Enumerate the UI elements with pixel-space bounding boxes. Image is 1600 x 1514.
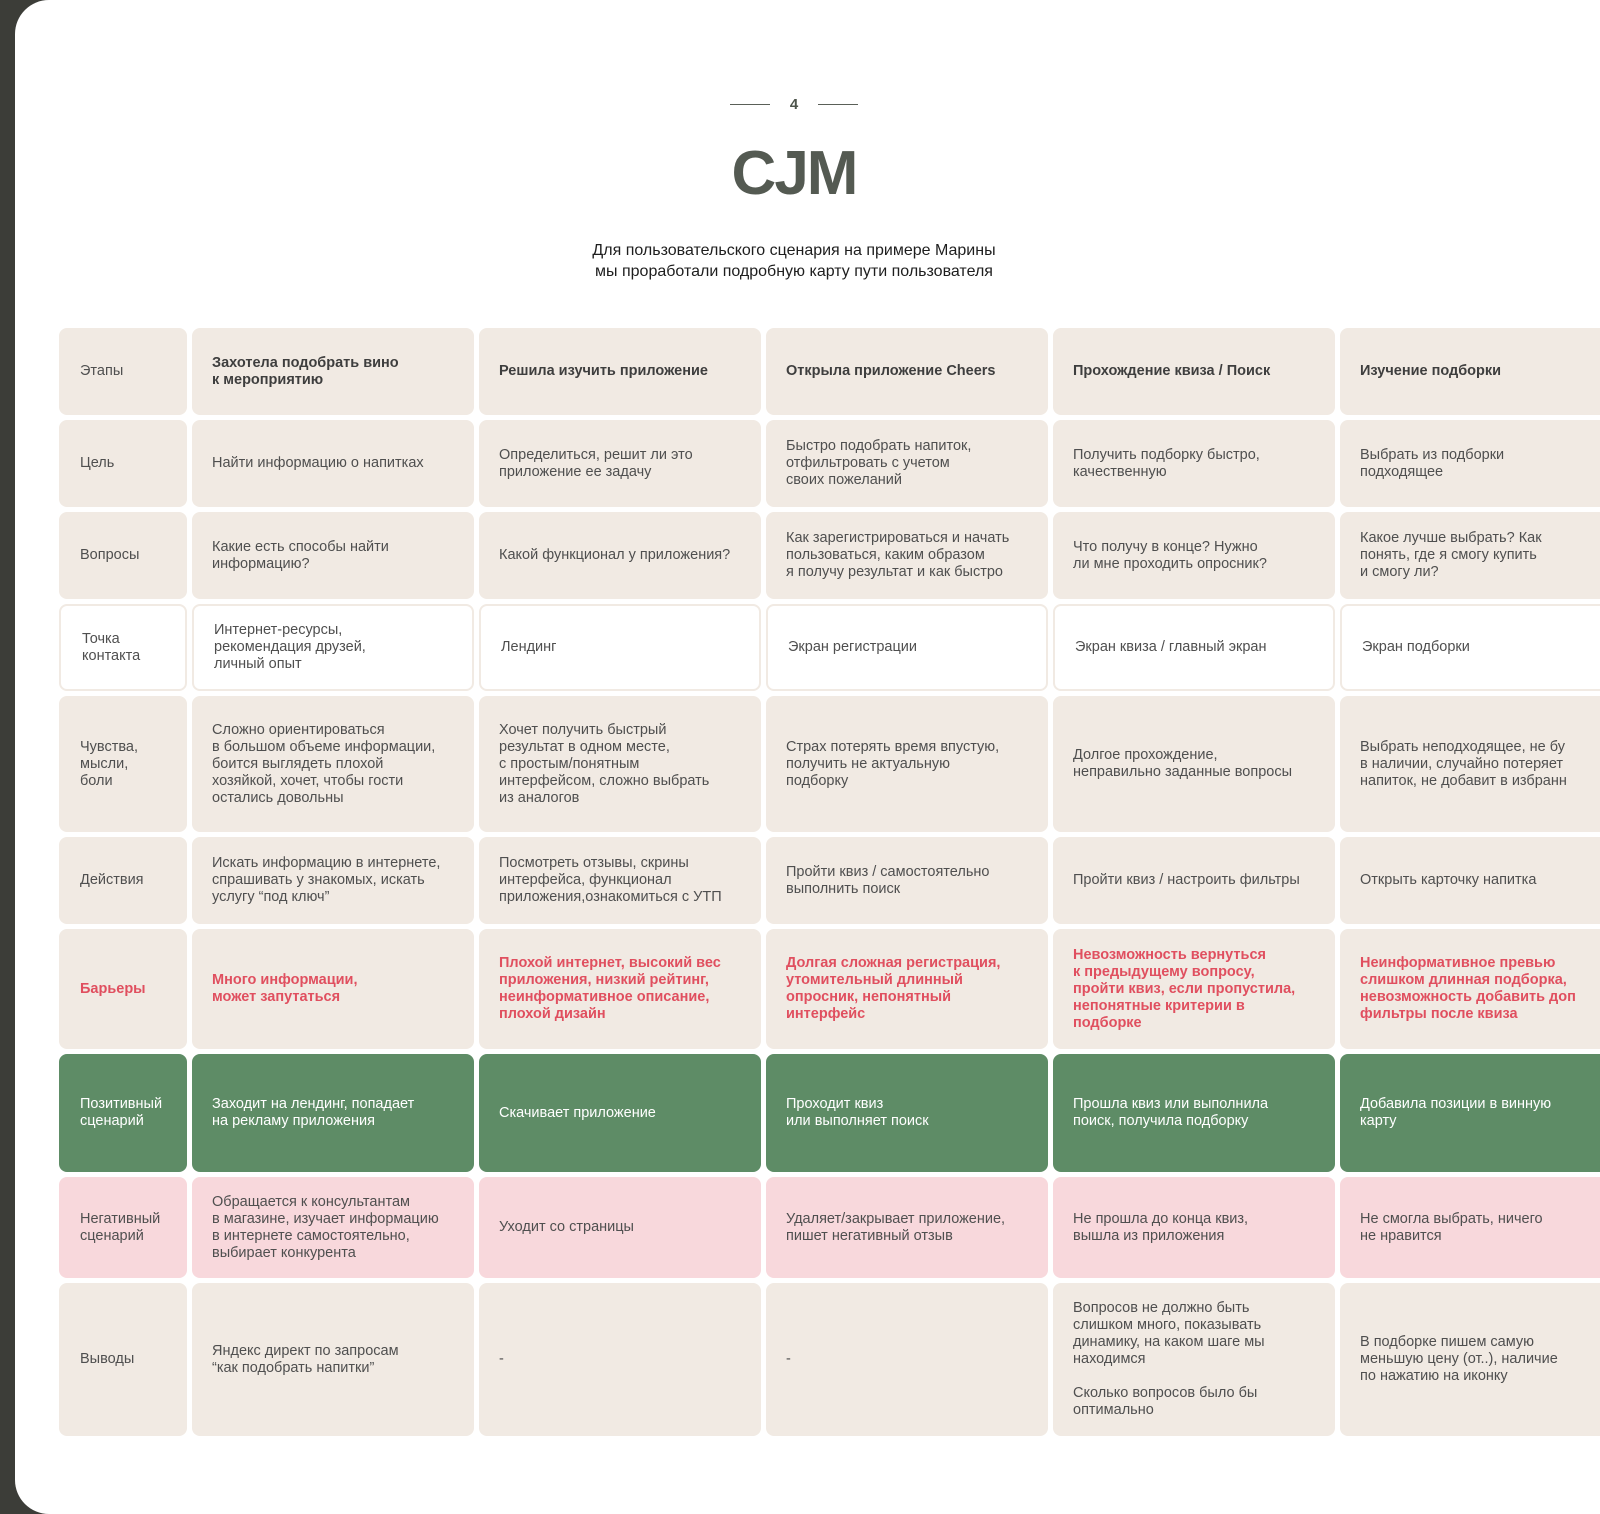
row-label-positive: Позитивный сценарий xyxy=(59,1054,187,1172)
feelings-cell: Долгое прохождение, неправильно заданные вопросы xyxy=(1053,696,1335,832)
conclusion-cell: - xyxy=(766,1283,1048,1436)
actions-cell: Пройти квиз / самостоятельно выполнить поиск xyxy=(766,837,1048,924)
stage-cell: Изучение подборки xyxy=(1340,328,1600,415)
positive-cell: Скачивает приложение xyxy=(479,1054,761,1172)
actions-cell: Открыть карточку напитка xyxy=(1340,837,1600,924)
feelings-cell: Выбрать неподходящее, не бу в наличии, случайно потеряет напиток, не добавит в избранн xyxy=(1340,696,1600,832)
negative-cell: Не прошла до конца квиз, вышла из приложения xyxy=(1053,1177,1335,1278)
positive-cell: Добавила позиции в винную карту xyxy=(1340,1054,1600,1172)
conclusion-cell: Яндекс директ по запросам “как подобрать напитки” xyxy=(192,1283,474,1436)
subtitle-line: мы проработали подробную карту пути пользователя xyxy=(595,263,993,280)
touchpoint-cell: Лендинг xyxy=(479,604,761,691)
feelings-cell: Сложно ориентироваться в большом объеме информации, боится выглядеть плохой хозяйкой, хочет, чтобы гости остались довольны xyxy=(192,696,474,832)
barrier-cell: Много информации, может запутаться xyxy=(192,929,474,1049)
questions-cell: Какие есть способы найти информацию? xyxy=(192,512,474,599)
cjm-table xyxy=(59,328,1600,1436)
actions-cell: Пройти квиз / настроить фильтры xyxy=(1053,837,1335,924)
divider-right xyxy=(818,104,858,105)
touchpoint-cell: Экран подборки xyxy=(1340,604,1600,691)
goal-cell: Выбрать из подборки подходящее xyxy=(1340,420,1600,507)
touchpoint-cell: Интернет-ресурсы, рекомендация друзей, личный опыт xyxy=(192,604,474,691)
positive-cell: Заходит на лендинг, попадает на рекламу приложения xyxy=(192,1054,474,1172)
section-number-label: 4 xyxy=(789,96,799,113)
stage-cell: Прохождение квиза / Поиск xyxy=(1053,328,1335,415)
negative-cell: Удаляет/закрывает приложение, пишет негативный отзыв xyxy=(766,1177,1048,1278)
row-label-questions: Вопросы xyxy=(59,512,187,599)
row-label-negative: Негативный сценарий xyxy=(59,1177,187,1278)
touchpoint-cell: Экран квиза / главный экран xyxy=(1053,604,1335,691)
positive-cell: Прошла квиз или выполнила поиск, получила подборку xyxy=(1053,1054,1335,1172)
row-label-actions: Действия xyxy=(59,837,187,924)
actions-cell: Посмотреть отзывы, скрины интерфейса, функционал приложения,ознакомиться с УТП xyxy=(479,837,761,924)
divider-left xyxy=(730,104,770,105)
page-subtitle xyxy=(544,240,1044,282)
questions-cell: Какое лучше выбрать? Как понять, где я смогу купить и смогу ли? xyxy=(1340,512,1600,599)
row-label-feelings: Чувства, мысли, боли xyxy=(59,696,187,832)
stage-cell: Открыла приложение Cheers xyxy=(766,328,1048,415)
goal-cell: Быстро подобрать напиток, отфильтровать с учетом своих пожеланий xyxy=(766,420,1048,507)
conclusion-cell: В подборке пишем самую меньшую цену (от..), наличие по нажатию на иконку xyxy=(1340,1283,1600,1436)
section-number xyxy=(730,96,858,113)
stage-cell: Решила изучить приложение xyxy=(479,328,761,415)
feelings-cell: Хочет получить быстрый результат в одном месте, с простым/понятным интерфейсом, сложно выбрать из аналогов xyxy=(479,696,761,832)
stage-cell: Захотела подобрать вино к мероприятию xyxy=(192,328,474,415)
conclusion-cell: Вопросов не должно быть слишком много, показывать динамику, на каком шаге мы находимся Сколько вопросов было бы оптимально xyxy=(1053,1283,1335,1436)
questions-cell: Как зарегистрироваться и начать пользоваться, каким образом я получу результат и как быстро xyxy=(766,512,1048,599)
row-label-barriers: Барьеры xyxy=(59,929,187,1049)
row-label-goal: Цель xyxy=(59,420,187,507)
goal-cell: Найти информацию о напитках xyxy=(192,420,474,507)
row-label-touchpoint: Точка контакта xyxy=(59,604,187,691)
feelings-cell: Страх потерять время впустую, получить не актуальную подборку xyxy=(766,696,1048,832)
barrier-cell: Неинформативное превью слишком длинная подборка, невозможность добавить доп фильтры после квиза xyxy=(1340,929,1600,1049)
slide-sheet xyxy=(15,0,1600,1514)
questions-cell: Какой функционал у приложения? xyxy=(479,512,761,599)
positive-cell: Проходит квиз или выполняет поиск xyxy=(766,1054,1048,1172)
page-title: CJM xyxy=(731,139,857,208)
actions-cell: Искать информацию в интернете, спрашивать у знакомых, искать услугу “под ключ” xyxy=(192,837,474,924)
barrier-cell: Невозможность вернуться к предыдущему вопросу, пройти квиз, если пропустила, непонятные критерии в подборке xyxy=(1053,929,1335,1049)
negative-cell: Не смогла выбрать, ничего не нравится xyxy=(1340,1177,1600,1278)
subtitle-line: Для пользовательского сценария на примере Марины xyxy=(592,242,996,259)
negative-cell: Уходит со страницы xyxy=(479,1177,761,1278)
goal-cell: Определиться, решит ли это приложение ее задачу xyxy=(479,420,761,507)
negative-cell: Обращается к консультантам в магазине, изучает информацию в интернете самостоятельно, выбирает конкурента xyxy=(192,1177,474,1278)
barrier-cell: Плохой интернет, высокий вес приложения, низкий рейтинг, неинформативное описание, плохой дизайн xyxy=(479,929,761,1049)
questions-cell: Что получу в конце? Нужно ли мне проходить опросник? xyxy=(1053,512,1335,599)
row-label-conclusions: Выводы xyxy=(59,1283,187,1436)
row-label-stages: Этапы xyxy=(59,328,187,415)
conclusion-cell: - xyxy=(479,1283,761,1436)
touchpoint-cell: Экран регистрации xyxy=(766,604,1048,691)
barrier-cell: Долгая сложная регистрация, утомительный длинный опросник, непонятный интерфейс xyxy=(766,929,1048,1049)
goal-cell: Получить подборку быстро, качественную xyxy=(1053,420,1335,507)
